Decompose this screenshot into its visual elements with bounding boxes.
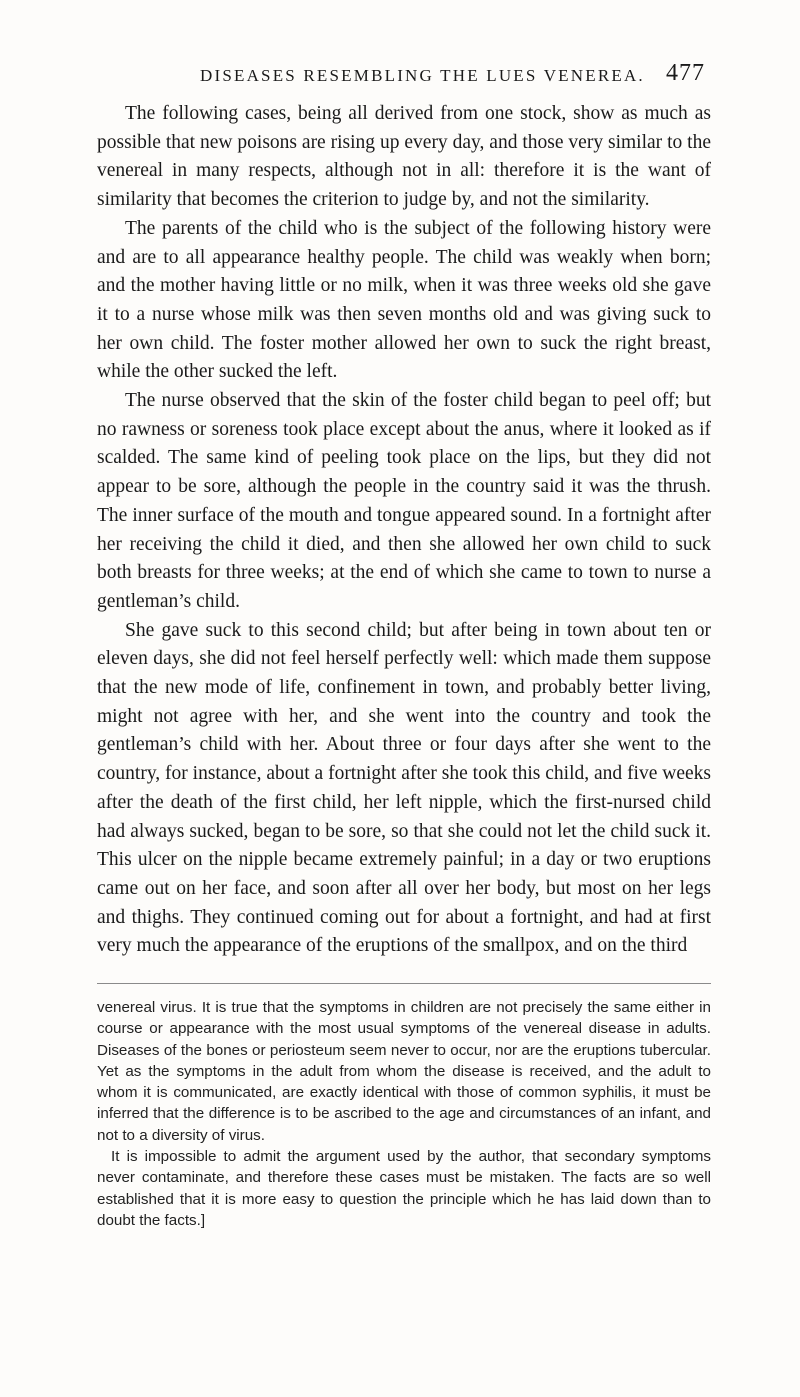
running-title: DISEASES RESEMBLING THE LUES VENEREA. xyxy=(200,66,645,85)
footnote-divider xyxy=(97,983,711,984)
footnote-paragraph: It is impossible to admit the argument used by the author, that secondary symptoms never contaminate, and therefore these cases must be mistaken. The facts are so well established that it is more easy to question the principle which he has laid down than to doubt the facts.] xyxy=(97,1148,711,1229)
footnote xyxy=(97,997,711,1231)
paragraph: The nurse observed that the skin of the foster child began to peel off; but no rawness or soreness took place except about the anus, where it looked as if scalded. The same kind of peeling took place on the lips, but they did not appear to be sore, although the people in the country said it was the thrush. The inner surface of the mouth and tongue appeared sound. In a fortnight after her receiving the child it died, and then she allowed her own child to suck both breasts for three weeks; at the end of which she came to town to nurse a gentleman’s child. xyxy=(97,390,711,612)
paragraph: The parents of the child who is the subject of the following history were and are to all appearance healthy people. The child was weakly when born; and the mother having little or no milk, when it was three weeks old she gave it to a nurse whose milk was then seven months old and was giving suck to her own child. The foster mother allowed her own to suck the right breast, while the other sucked the left. xyxy=(97,217,711,383)
paragraph: The following cases, being all derived from one stock, show as much as possible that new poisons are rising up every day, and those very similar to the venereal in many respects, although not in all: therefore it is the want of similarity that becomes the criterion to judge by, and not the similarity. xyxy=(97,103,711,211)
page-number: 477 xyxy=(666,60,705,86)
main-text xyxy=(97,100,711,961)
paragraph: She gave suck to this second child; but after being in town about ten or eleven days, she did not feel herself perfectly well: which made them suppose that the new mode of life, confinement in town, and probably better living, might not agree with her, and she went into the country and took the gentleman’s child with her. About three or four days after she went to the country, for instance, about a fortnight after she took this child, and five weeks after the death of the first child, her left nipple, which the first-nursed child had always sucked, began to be sore, so that she could not let the child suck it. This ulcer on the nipple became extremely painful; in a day or two eruptions came out on her face, and soon after all over her body, but most on her legs and thighs. They continued coming out for about a fortnight, and had at first very much the appearance of the eruptions of the smallpox, and on the third xyxy=(97,619,711,957)
running-head xyxy=(200,62,705,92)
footnote-paragraph: venereal virus. It is true that the symptoms in children are not precisely the same either in course or appearance with the most usual symptoms of the venereal disease in adults. Diseases of the bones or periosteum seem never to occur, nor are the eruptions tubercular. Yet as the symptoms in the adult from whom the disease is received, and the adult to whom it is communicated, are exactly identical with those of common syphilis, it must be inferred that the difference is to be ascribed to the age and circumstances of an infant, and not to a diversity of virus. xyxy=(97,999,711,1144)
